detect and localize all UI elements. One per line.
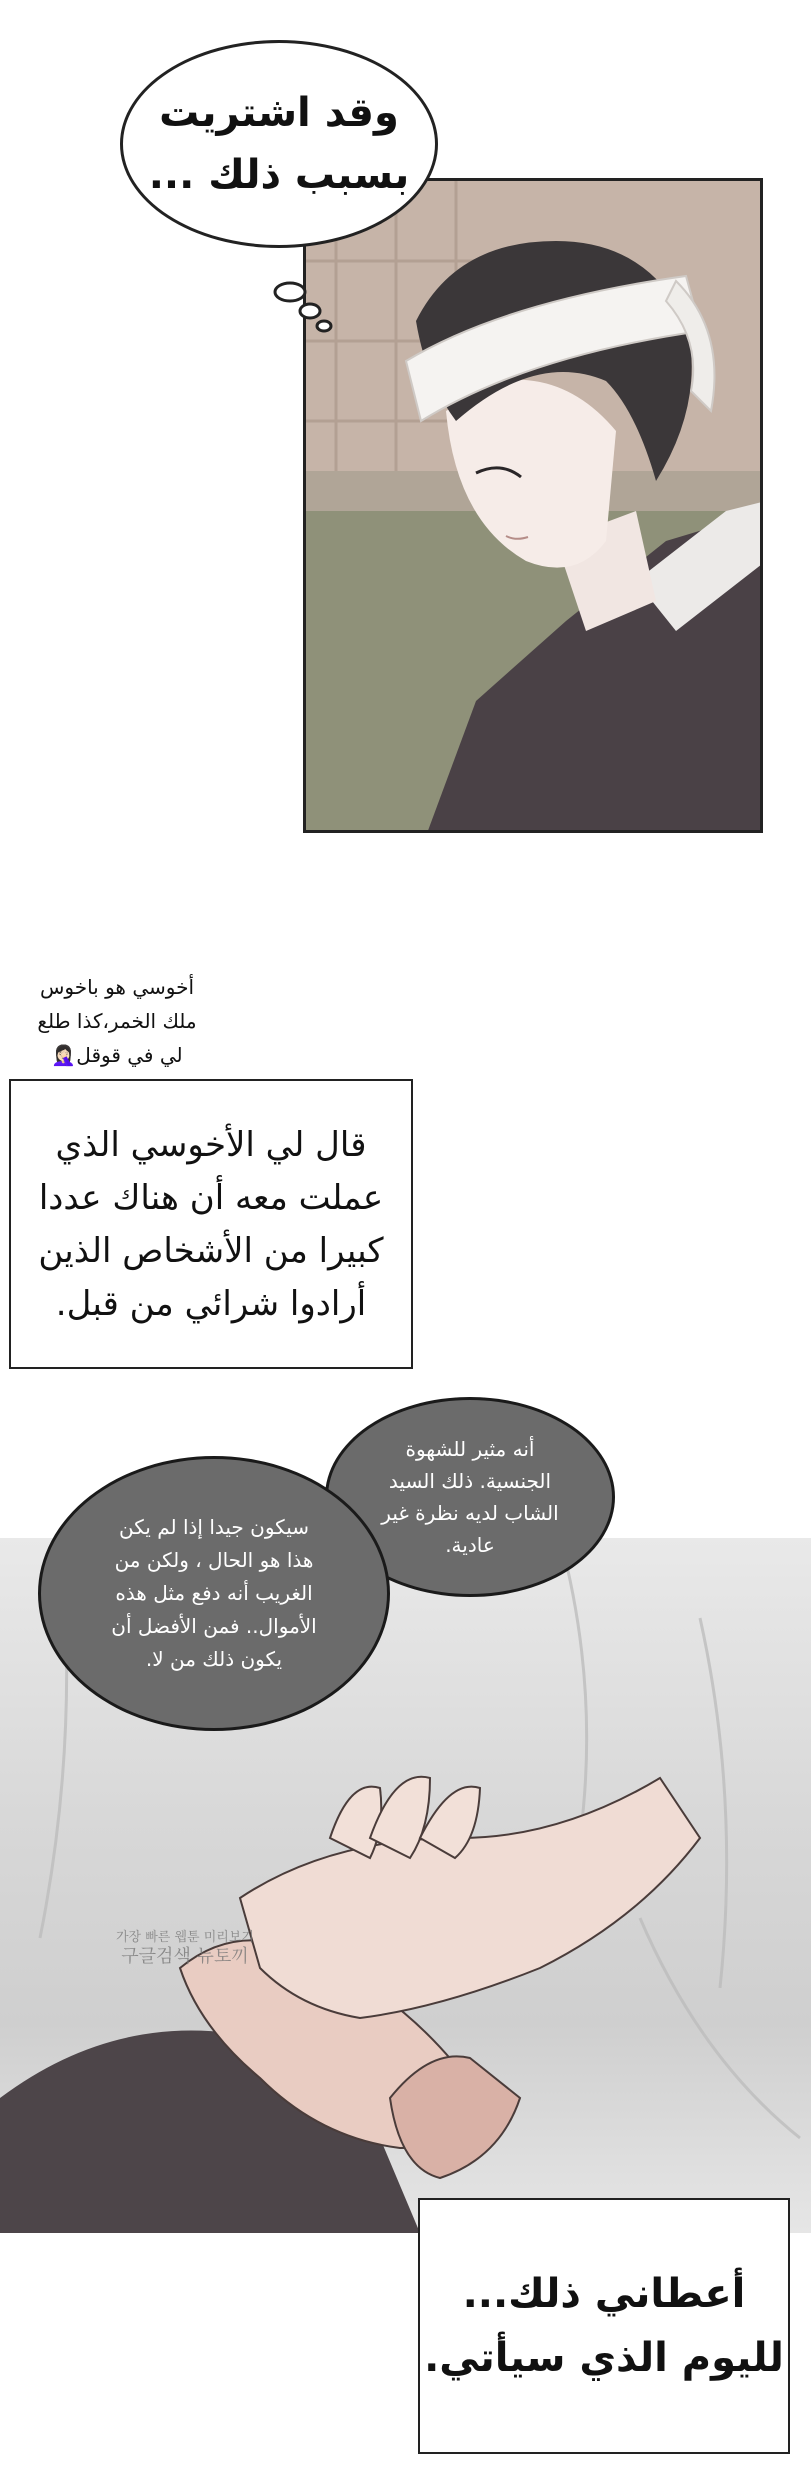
- speech-bubble-3: [38, 1456, 390, 1731]
- speech-bubble-1-text: وقد اشتريت بسبب ذلك ...: [148, 90, 410, 198]
- narration-box-1-text: قال لي الأخوسي الذي عملت معه أن هناك عددا كبيرا من الأشخاص الذين أرادوا شرائي من قبل.: [38, 1125, 384, 1324]
- speech-bubble-1: [120, 40, 438, 248]
- narration-box-2-text: أعطاني ذلك... لليوم الذي سيأتي.: [424, 2271, 784, 2381]
- speech-bubble-2-text: أنه مثير للشهوة الجنسية. ذلك السيد الشاب لديه نظرة غير عادية.: [381, 1437, 559, 1557]
- narration-box-2: [418, 2198, 790, 2454]
- speech-bubble-3-text: سيكون جيدا إذا لم يكن هذا هو الحال ، ولكن من الغريب أنه دفع مثل هذه الأموال.. فمن الأفضل أن يكون ذلك من لا.: [111, 1515, 317, 1671]
- narration-box-1: [9, 1079, 413, 1369]
- character-illustration: [306, 181, 763, 833]
- watermark: [105, 1930, 265, 1968]
- translator-note: أخوسي هو باخوس ملك الخمر،كذا طلع لي في قوقل🤦🏻‍♀️: [37, 975, 197, 1067]
- watermark-line-2: 구글검색 뉴토끼: [121, 1946, 249, 1967]
- thought-tail: [270, 278, 340, 338]
- panel-character-headband: [303, 178, 763, 833]
- watermark-line-1: 가장 빠른 웹툰 미리보기: [116, 1930, 254, 1945]
